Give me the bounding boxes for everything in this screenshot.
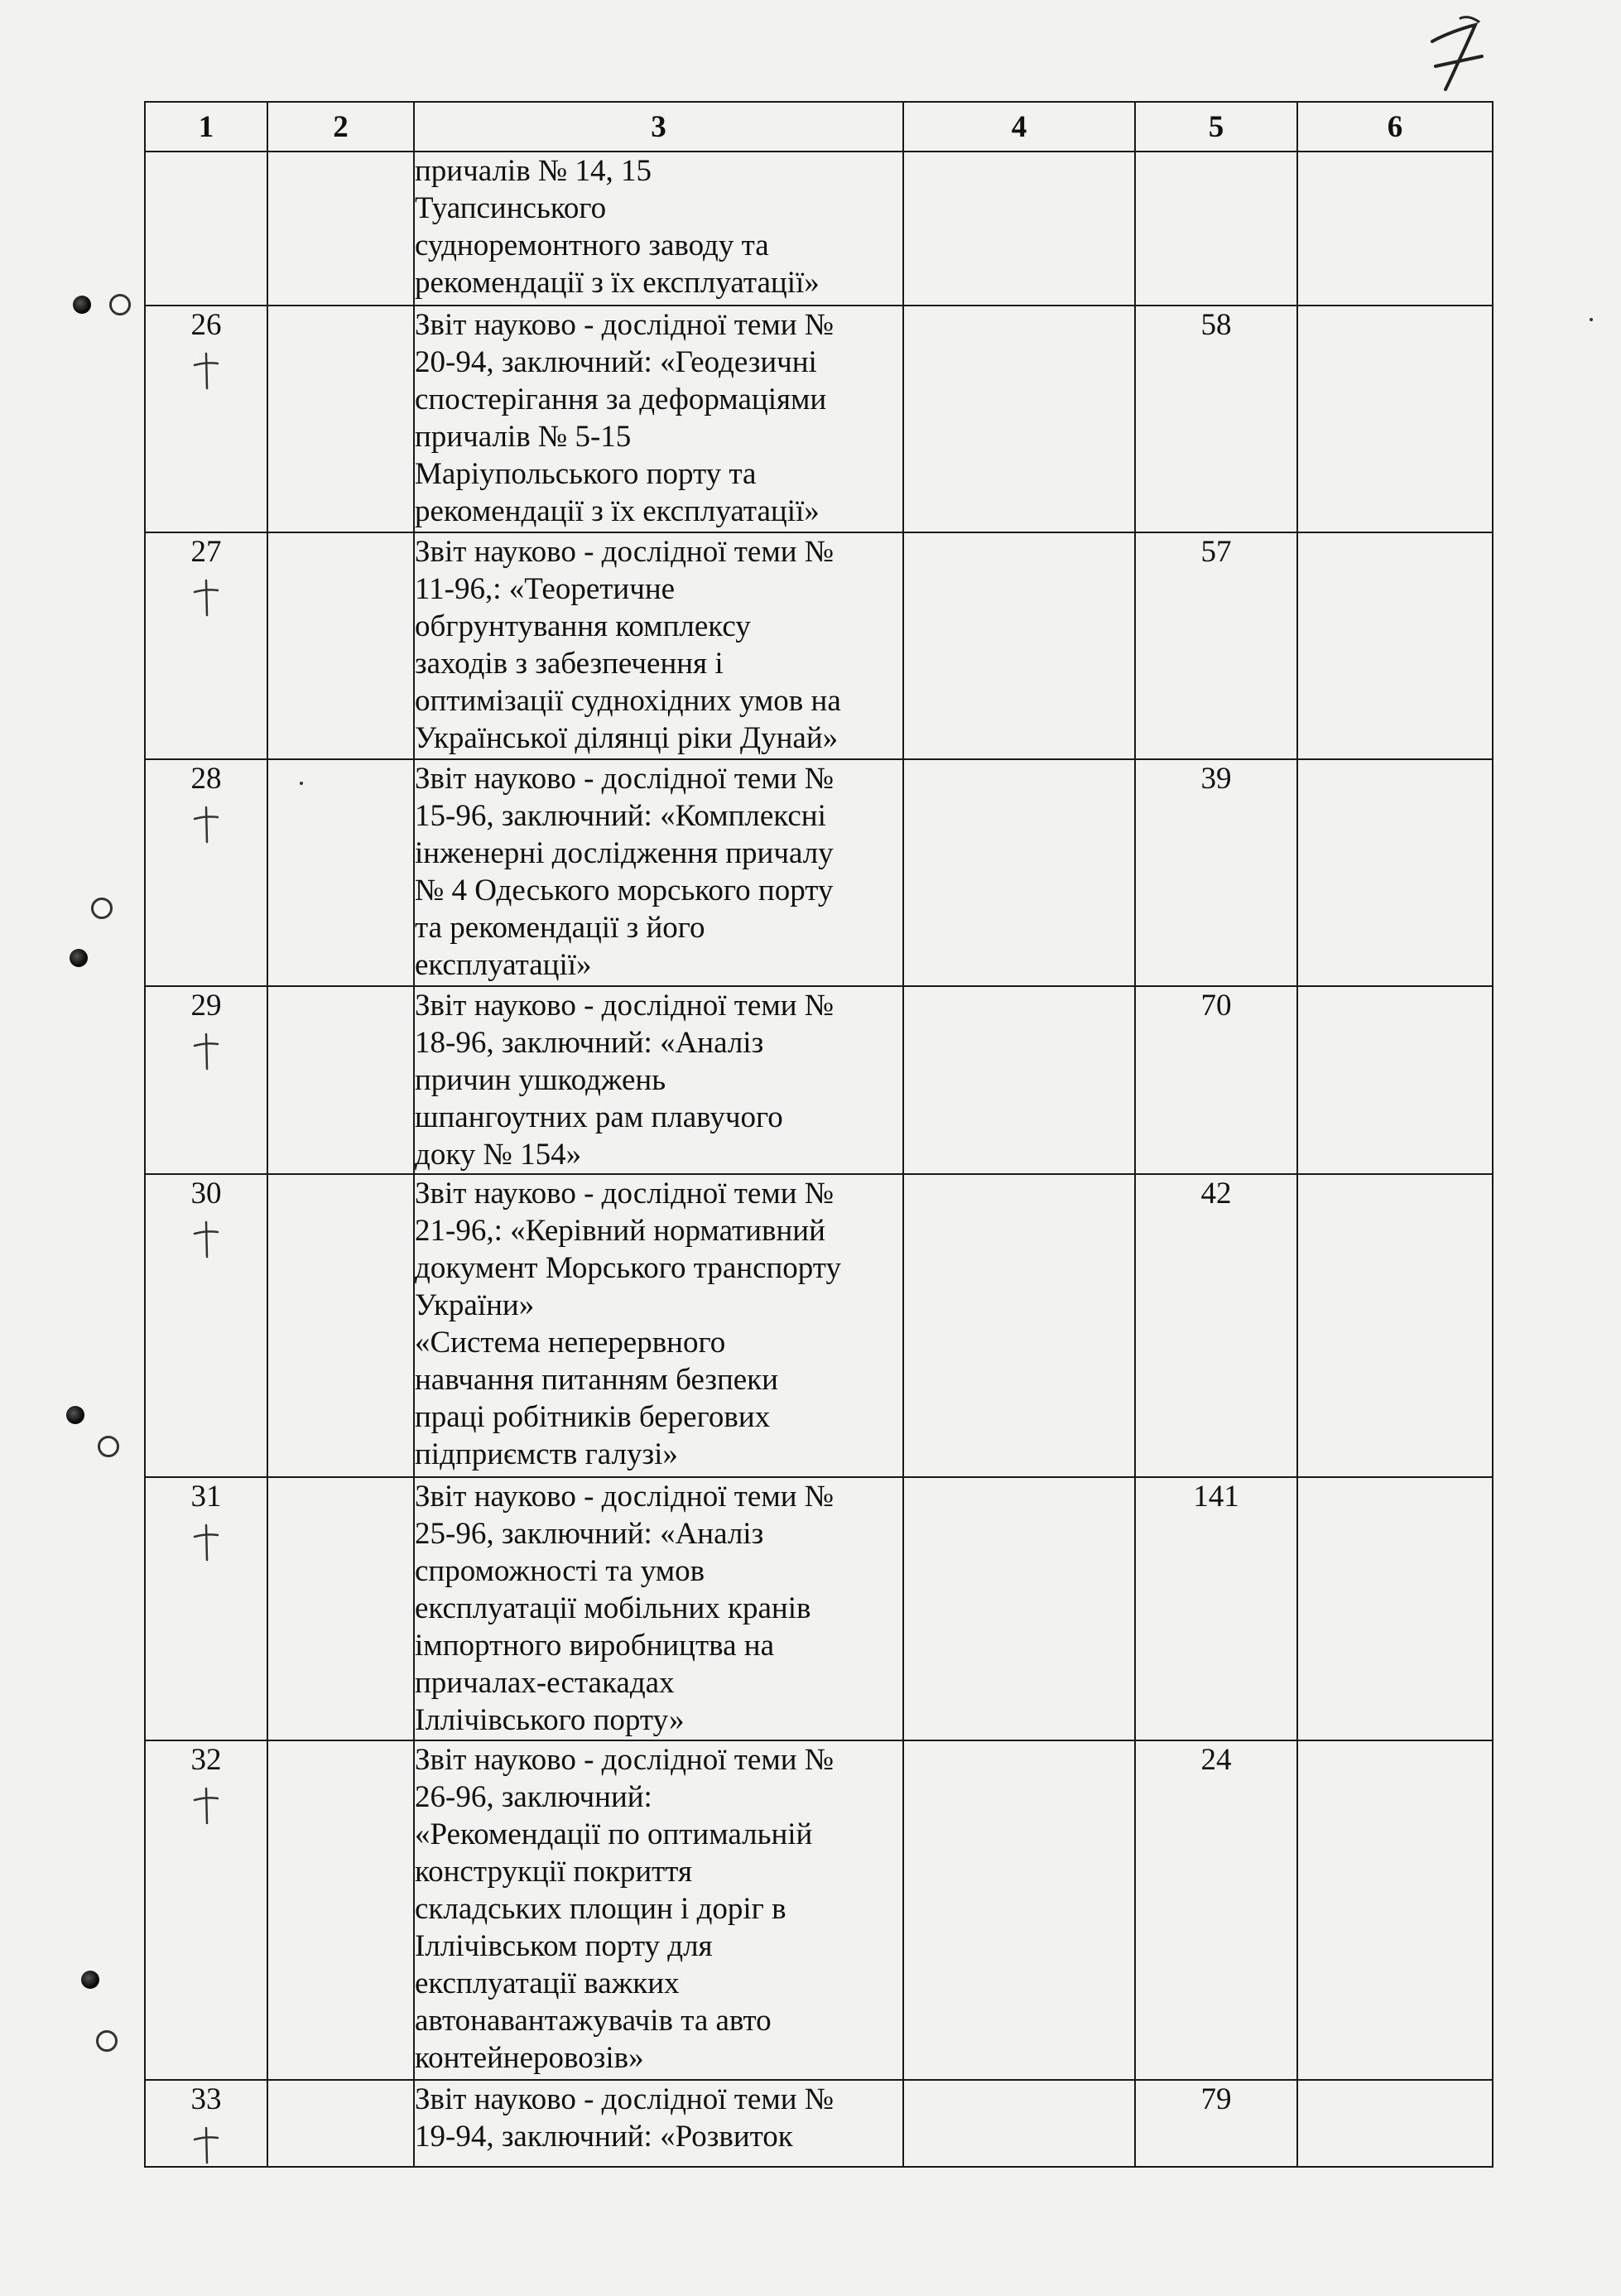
description-line: експлуатації мобільних кранів xyxy=(415,1591,811,1625)
table-row xyxy=(145,306,1493,532)
description-line: судноремонтного заводу та xyxy=(415,229,769,262)
description-line: складських площин і доріг в xyxy=(415,1892,786,1926)
handwritten-page-number xyxy=(1417,7,1492,98)
description-line: Звіт науково - дослідної теми № xyxy=(415,989,835,1023)
row-number-cell xyxy=(145,1174,267,1477)
description-cell xyxy=(414,306,903,532)
column-header: 5 xyxy=(1135,102,1297,152)
column-header: 6 xyxy=(1297,102,1493,152)
description-line: причалах-естакадах xyxy=(415,1666,675,1700)
row-number: 31 xyxy=(190,1480,222,1514)
description-line: Звіт науково - дослідної теми № xyxy=(415,1177,835,1211)
description-line: 20-94, заключний: «Геодезичні xyxy=(415,345,817,379)
column-2-cell xyxy=(267,759,414,986)
checkmark-tick-icon xyxy=(190,1031,223,1072)
column-6-cell xyxy=(1297,1174,1493,1477)
binding-hole xyxy=(96,2030,118,2052)
description-line: «Рекомендації по оптимальній xyxy=(415,1817,813,1851)
description-line: доку № 154» xyxy=(415,1138,582,1172)
description-line: причалів № 5-15 xyxy=(415,420,632,454)
column-4-cell xyxy=(903,986,1135,1174)
column-header: 4 xyxy=(903,102,1135,152)
column-2-cell xyxy=(267,152,414,306)
description-line: шпангоутних рам плавучого xyxy=(415,1100,783,1134)
checkmark-tick-icon xyxy=(190,350,223,392)
checkmark-tick-icon xyxy=(190,804,223,845)
description-line: імпортного виробництва на xyxy=(415,1629,775,1663)
description-line: конструкції покриття xyxy=(415,1855,692,1889)
description-line: Іллічівськом порту для xyxy=(415,1929,713,1963)
column-6-cell xyxy=(1297,306,1493,532)
page-count-cell: 70 xyxy=(1135,986,1297,1174)
row-number: 27 xyxy=(190,535,222,569)
checkmark-tick-icon xyxy=(190,1522,223,1563)
description-line: спроможності та умов xyxy=(415,1554,705,1588)
description-line: інженерні дослідження причалу xyxy=(415,836,834,870)
checkmark-tick-icon xyxy=(190,1219,223,1260)
description-cell xyxy=(414,1740,903,2080)
binding-hole xyxy=(91,898,113,919)
table-row xyxy=(145,1174,1493,1477)
column-4-cell xyxy=(903,1174,1135,1477)
description-line: Української ділянці ріки Дунай» xyxy=(415,721,839,755)
description-line: Іллічівського порту» xyxy=(415,1703,685,1737)
description-line: заходів з забезпечення і xyxy=(415,647,724,681)
page-count-cell: 39 xyxy=(1135,759,1297,986)
description-line: 21-96,: «Керівний нормативний xyxy=(415,1214,825,1248)
page-count-cell: 79 xyxy=(1135,2080,1297,2167)
document-register-table xyxy=(144,101,1494,2168)
description-line: України» xyxy=(415,1288,535,1322)
description-line: рекомендації з їх експлуатації» xyxy=(415,494,820,528)
stray-mark xyxy=(1590,318,1593,321)
table-row xyxy=(145,986,1493,1174)
description-line: Туапсинського xyxy=(415,191,607,225)
row-number-cell xyxy=(145,1740,267,2080)
column-header: 3 xyxy=(414,102,903,152)
row-number: 26 xyxy=(190,308,222,342)
page-count-cell: 57 xyxy=(1135,532,1297,759)
description-line: «Система неперервного xyxy=(415,1326,726,1360)
table-header-row xyxy=(145,102,1493,152)
row-number-cell xyxy=(145,532,267,759)
description-line: експлуатації» xyxy=(415,948,592,982)
description-cell xyxy=(414,152,903,306)
table-row xyxy=(145,1740,1493,2080)
table-row xyxy=(145,759,1493,986)
column-6-cell xyxy=(1297,759,1493,986)
description-cell xyxy=(414,986,903,1174)
description-line: експлуатації важких xyxy=(415,1966,680,2000)
page-count-cell: 58 xyxy=(1135,306,1297,532)
column-4-cell xyxy=(903,532,1135,759)
description-line: документ Морського транспорту xyxy=(415,1251,841,1285)
column-4-cell xyxy=(903,152,1135,306)
description-line: № 4 Одеського морського порту xyxy=(415,874,834,907)
table-body xyxy=(145,152,1493,2167)
column-header: 1 xyxy=(145,102,267,152)
description-line: спостерігання за деформаціями xyxy=(415,383,827,416)
description-cell xyxy=(414,1174,903,1477)
column-4-cell xyxy=(903,1477,1135,1740)
table-row xyxy=(145,1477,1493,1740)
column-4-cell xyxy=(903,306,1135,532)
page-count-cell: 42 xyxy=(1135,1174,1297,1477)
description-line: причалів № 14, 15 xyxy=(415,154,652,188)
row-number: 32 xyxy=(190,1743,222,1777)
checkmark-tick-icon xyxy=(190,2125,223,2166)
description-line: 15-96, заключний: «Комплексні xyxy=(415,799,826,833)
description-line: обгрунтування комплексу xyxy=(415,609,751,643)
binding-hole xyxy=(98,1436,119,1457)
row-number: 33 xyxy=(190,2082,222,2116)
checkmark-tick-icon xyxy=(190,577,223,619)
binding-hole xyxy=(109,294,131,315)
description-line: 26-96, заключний: xyxy=(415,1780,652,1814)
description-line: праці робітників берегових xyxy=(415,1400,771,1434)
description-line: Звіт науково - дослідної теми № xyxy=(415,1480,835,1514)
page-count-cell: 24 xyxy=(1135,1740,1297,2080)
description-cell xyxy=(414,759,903,986)
column-header: 2 xyxy=(267,102,414,152)
column-4-cell xyxy=(903,1740,1135,2080)
description-line: підприємств галузі» xyxy=(415,1437,678,1471)
column-6-cell xyxy=(1297,2080,1493,2167)
column-2-cell xyxy=(267,1477,414,1740)
description-line: Звіт науково - дослідної теми № xyxy=(415,2082,835,2116)
page-count-cell: 141 xyxy=(1135,1477,1297,1740)
column-6-cell xyxy=(1297,152,1493,306)
table-row xyxy=(145,152,1493,306)
column-2-cell xyxy=(267,1174,414,1477)
column-2-cell xyxy=(267,986,414,1174)
description-line: Звіт науково - дослідної теми № xyxy=(415,1743,835,1777)
row-number-cell xyxy=(145,986,267,1174)
column-6-cell xyxy=(1297,532,1493,759)
description-line: Звіт науково - дослідної теми № xyxy=(415,535,835,569)
description-line: контейнеровозів» xyxy=(415,2041,644,2075)
page-count-cell xyxy=(1135,152,1297,306)
column-6-cell xyxy=(1297,1477,1493,1740)
description-cell xyxy=(414,532,903,759)
binding-hole xyxy=(70,949,88,967)
description-line: Маріупольського порту та xyxy=(415,457,757,491)
description-line: Звіт науково - дослідної теми № xyxy=(415,762,835,796)
description-line: 11-96,: «Теоретичне xyxy=(415,572,676,606)
column-2-cell xyxy=(267,306,414,532)
column-6-cell xyxy=(1297,986,1493,1174)
description-line: оптимізації суднохідних умов на xyxy=(415,684,841,718)
row-number: 30 xyxy=(190,1177,222,1211)
column-2-cell xyxy=(267,2080,414,2167)
row-number-cell xyxy=(145,759,267,986)
description-line: 25-96, заключний: «Аналіз xyxy=(415,1517,764,1551)
column-6-cell xyxy=(1297,1740,1493,2080)
description-line: 18-96, заключний: «Аналіз xyxy=(415,1026,764,1060)
row-number-cell xyxy=(145,306,267,532)
description-line: Звіт науково - дослідної теми № xyxy=(415,308,835,342)
description-cell xyxy=(414,2080,903,2167)
description-line: 19-94, заключний: «Розвиток xyxy=(415,2120,793,2154)
row-number-cell xyxy=(145,1477,267,1740)
description-line: причин ушкоджень xyxy=(415,1063,666,1097)
checkmark-tick-icon xyxy=(190,1785,223,1827)
table-row xyxy=(145,532,1493,759)
page-number-handwriting xyxy=(1417,7,1492,98)
row-number: 28 xyxy=(190,762,222,796)
column-4-cell xyxy=(903,2080,1135,2167)
table-row xyxy=(145,2080,1493,2167)
description-line: навчання питанням безпеки xyxy=(415,1363,778,1397)
description-cell xyxy=(414,1477,903,1740)
column-2-cell xyxy=(267,532,414,759)
description-line: автонавантажувачів та авто xyxy=(415,2004,772,2038)
description-line: та рекомендації з його xyxy=(415,911,705,945)
binding-hole xyxy=(66,1406,84,1424)
description-line: рекомендації з їх експлуатації» xyxy=(415,266,820,300)
row-number: 29 xyxy=(190,989,222,1023)
row-number-cell xyxy=(145,2080,267,2167)
row-number-cell xyxy=(145,152,267,306)
column-4-cell xyxy=(903,759,1135,986)
binding-hole xyxy=(81,1971,99,1989)
binding-hole xyxy=(73,296,91,314)
column-2-cell xyxy=(267,1740,414,2080)
